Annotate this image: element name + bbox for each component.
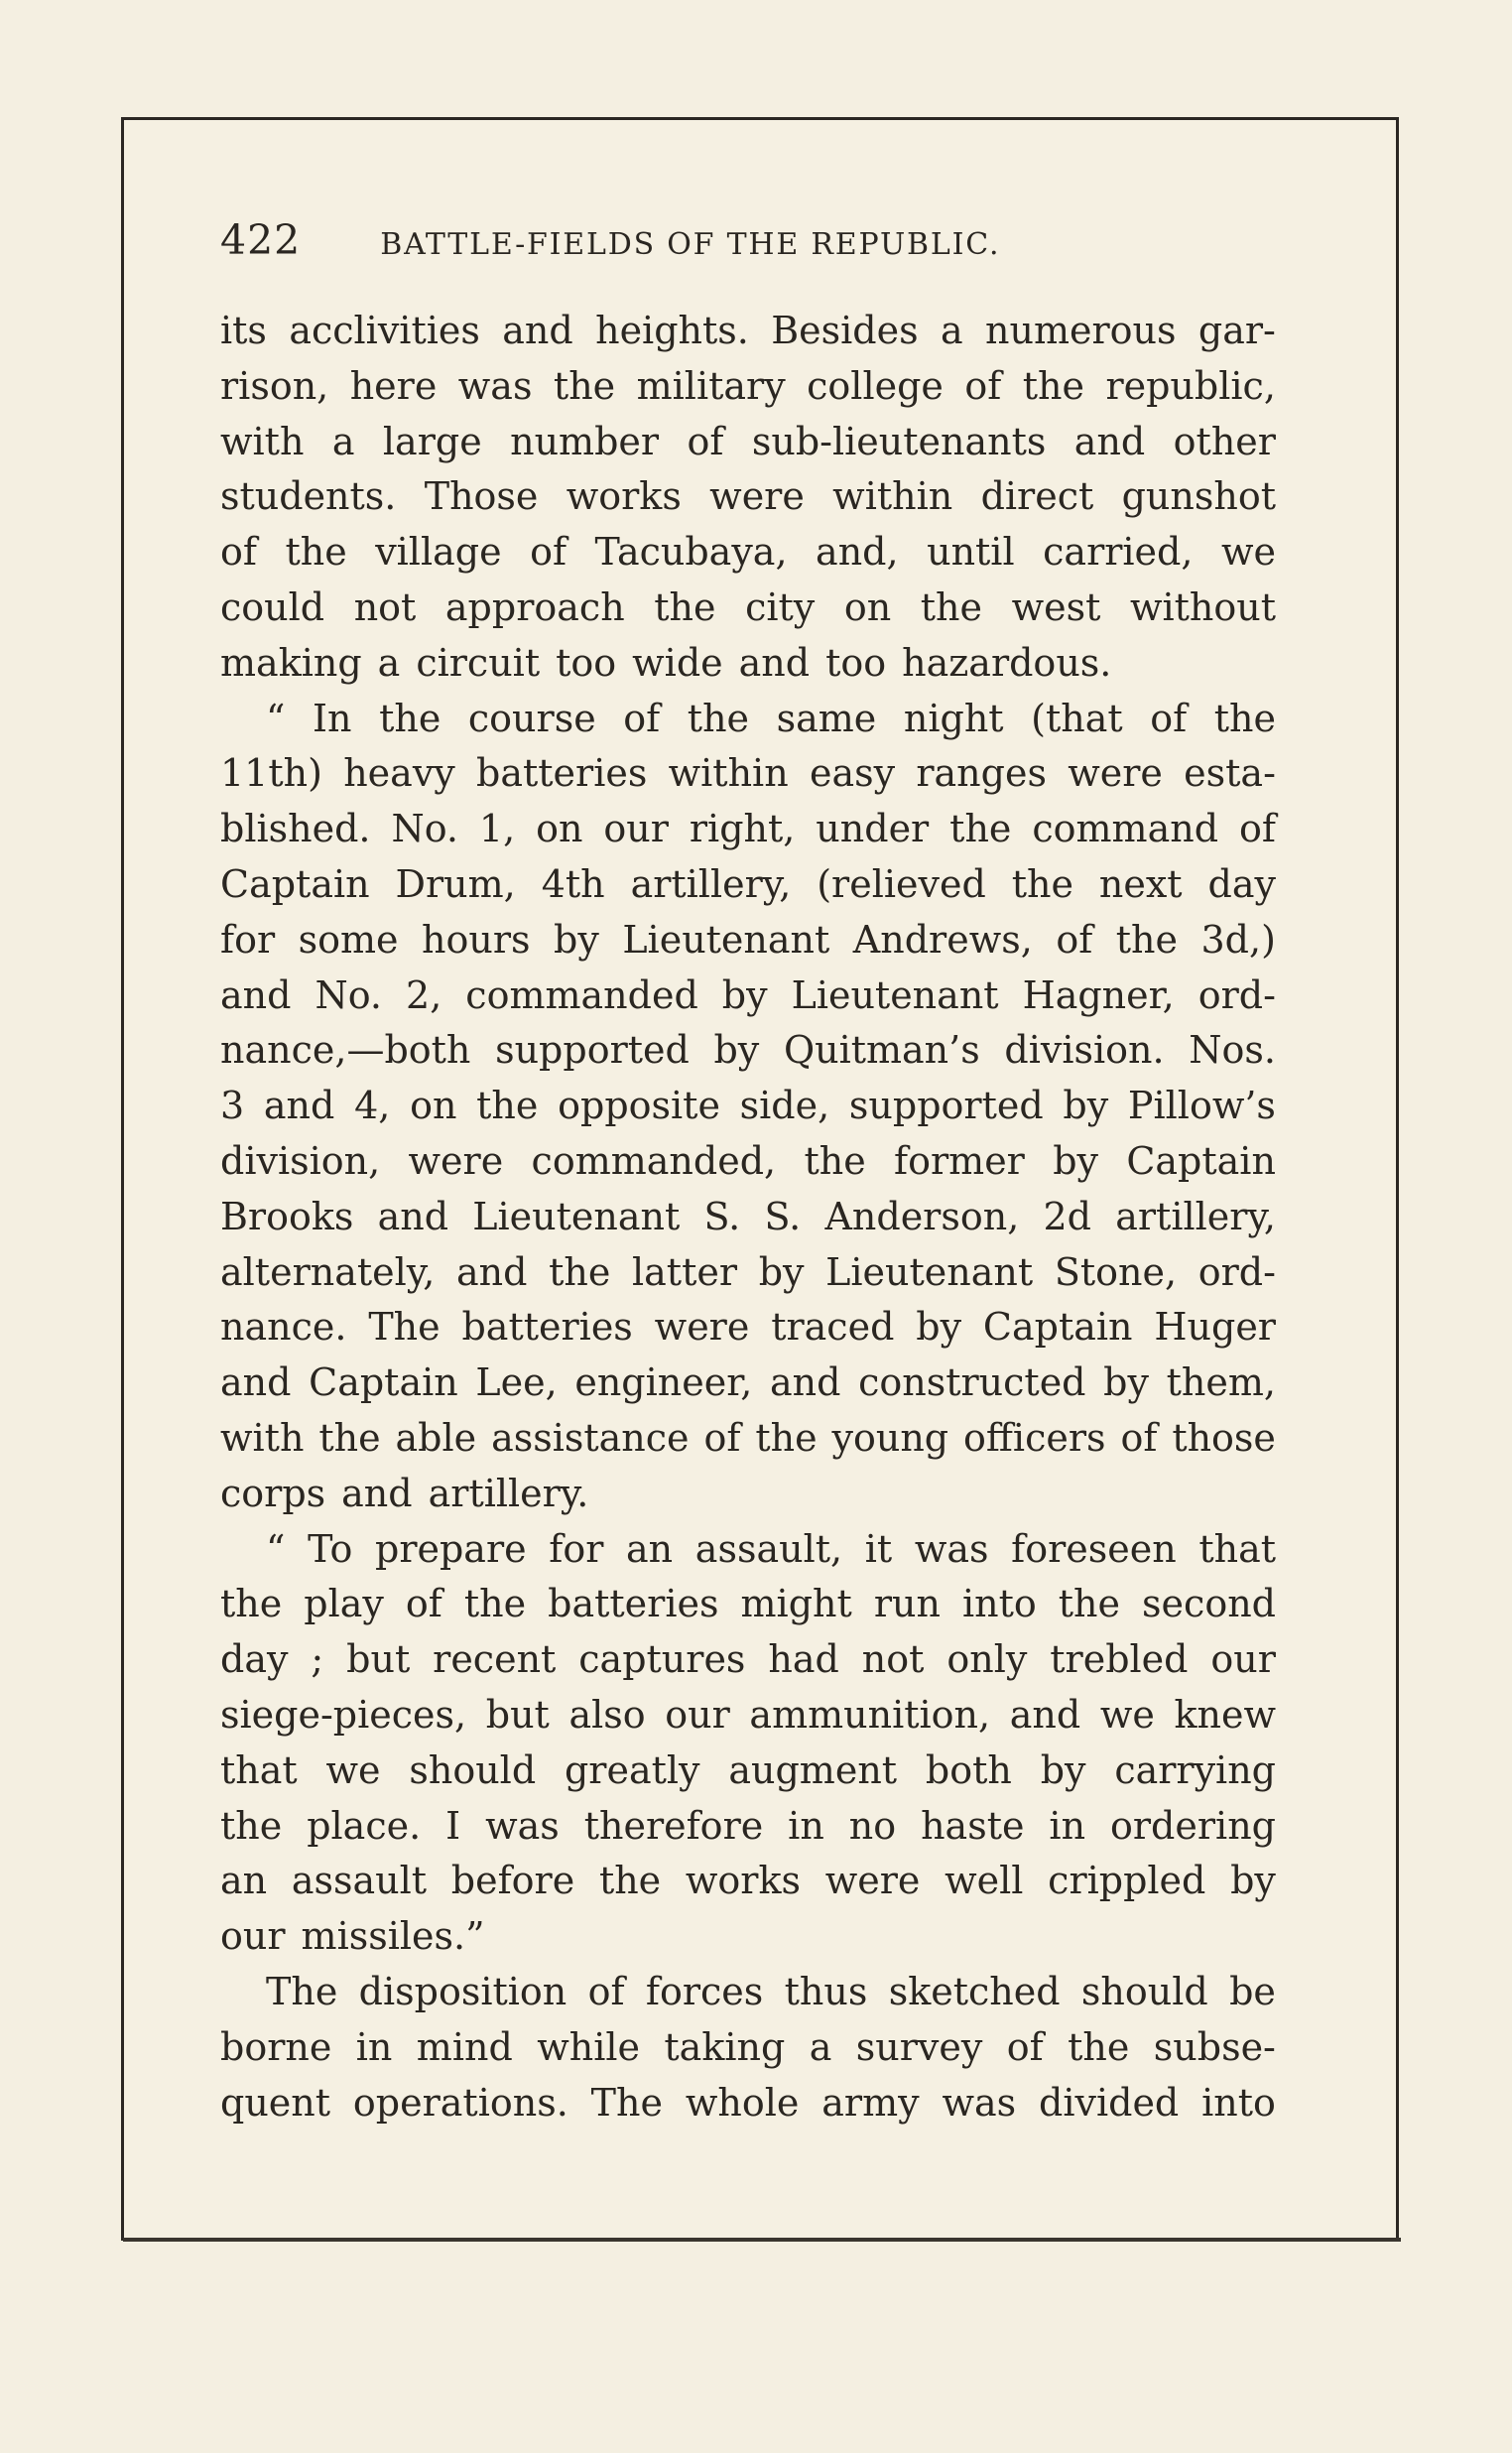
body-text	[220, 304, 1276, 2130]
text-line: day ; but recent captures had not only trebled our	[220, 1637, 1276, 1682]
text-line: the place. I was therefore in no haste in ordering	[220, 1803, 1276, 1848]
text-line: and Captain Lee, engineer, and constructed by them,	[220, 1360, 1276, 1405]
text-line: Captain Drum, 4th artillery, (relieved the next day	[220, 861, 1276, 906]
text-line: siege-pieces, but also our ammunition, and we knew	[220, 1692, 1276, 1737]
running-head	[220, 216, 1282, 266]
text-line: and No. 2, commanded by Lieutenant Hagner, ord-	[220, 972, 1276, 1017]
text-line: with the able assistance of the young officers of those	[220, 1415, 1276, 1460]
text-line: 11th) heavy batteries within easy ranges were esta-	[220, 751, 1276, 796]
text-line: blished. No. 1, on our right, under the command of	[220, 807, 1276, 851]
text-line: Brooks and Lieutenant S. S. Anderson, 2d artillery,	[220, 1194, 1276, 1238]
text-line: The disposition of forces thus sketched should be	[266, 1969, 1276, 2013]
text-line: “ In the course of the same night (that of the	[266, 696, 1276, 740]
text-line: nance,—both supported by Quitman’s division. Nos.	[220, 1028, 1276, 1073]
text-line: division, were commanded, the former by Captain	[220, 1138, 1276, 1183]
text-line: quent operations. The whole army was divided into	[220, 2080, 1276, 2125]
frame-bottom-rule	[123, 2238, 1401, 2242]
text-line: rison, here was the military college of the republic,	[220, 363, 1276, 408]
text-line: nance. The batteries were traced by Captain Huger	[220, 1305, 1276, 1350]
text-line: corps and artillery.	[220, 1471, 589, 1515]
text-line: could not approach the city on the west without	[220, 584, 1276, 629]
text-line: of the village of Tacubaya, and, until carried, we	[220, 530, 1276, 575]
text-line: our missiles.”	[220, 1914, 485, 1959]
text-line: 3 and 4, on the opposite side, supported by Pillow’s	[220, 1084, 1276, 1128]
text-line: that we should greatly augment both by carrying	[220, 1747, 1276, 1792]
text-line: “ To prepare for an assault, it was foreseen that	[266, 1526, 1276, 1571]
page-number: 422	[220, 216, 302, 264]
text-line: its acclivities and heights. Besides a numerous gar-	[220, 309, 1276, 352]
text-line: for some hours by Lieutenant Andrews, of the 3d,)	[220, 917, 1276, 962]
text-line: an assault before the works were well crippled by	[220, 1859, 1276, 1903]
text-line: borne in mind while taking a survey of the subse-	[220, 2024, 1276, 2069]
text-line: the play of the batteries might run into the second	[220, 1582, 1276, 1626]
text-line: students. Those works were within direct gunshot	[220, 474, 1276, 519]
text-line: making a circuit too wide and too hazardous.	[220, 640, 1112, 685]
running-title: BATTLE-FIELDS OF THE REPUBLIC.	[380, 227, 1001, 262]
text-line: alternately, and the latter by Lieutenant Stone, ord-	[220, 1249, 1276, 1294]
text-line: with a large number of sub-lieutenants and other	[220, 419, 1276, 463]
